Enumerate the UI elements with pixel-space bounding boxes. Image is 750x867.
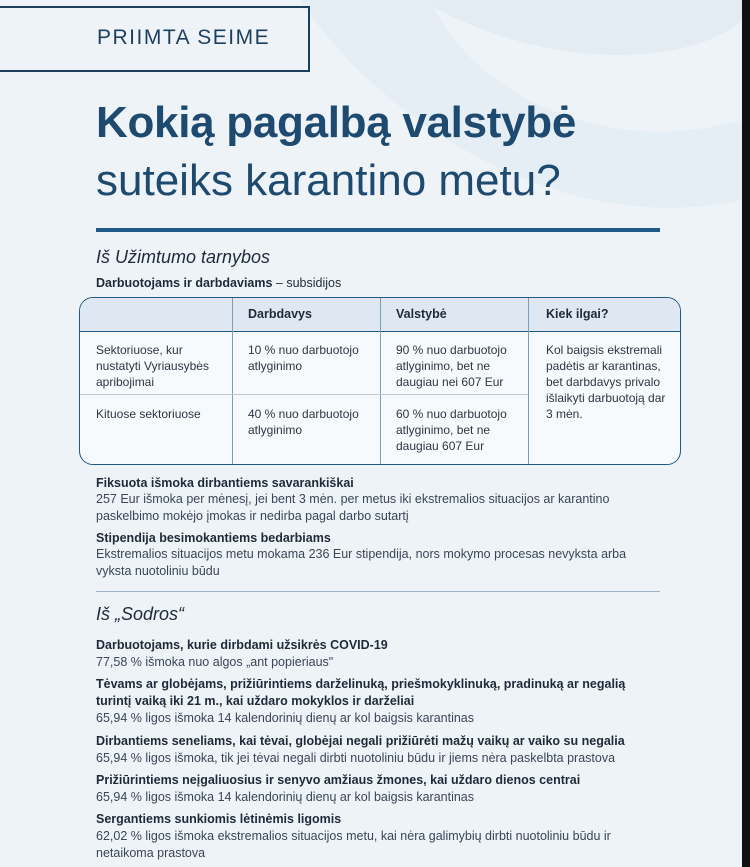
block-text: 257 Eur išmoka per mėnesį, jei bent 3 mėn. per metus iki ekstremalios situacijos ar karantino paskelbimo mokėjo įmokas ir nedirba pagal darbo sutartį [96, 492, 610, 523]
section-heading-employment: Iš Užimtumo tarnybos [96, 247, 271, 267]
page-title-line1: Kokią pagalbą valstybė [96, 98, 577, 147]
status-tag: PRIIMTA SEIME [97, 26, 271, 49]
block-heading: Fiksuota išmoka dirbantiems savarankiškai [96, 476, 354, 490]
block-text: 65,94 % ligos išmoka 14 kalendorinių dienų ar kol baigsis karantinas [96, 711, 474, 725]
subtitle-rest: – subsidijos [272, 276, 342, 290]
page-title-line2: suteiks karantino metu? [96, 156, 561, 205]
table-row-divider [80, 394, 528, 395]
table-cell: Sektoriuose, kur nustatyti Vyriausybės apribojimai [96, 343, 209, 389]
table-cell: Kituose sektoriuose [96, 407, 201, 421]
block-text: 65,94 % ligos išmoka, tik jei tėvai negali dirbti nuotoliniu būdu ir jiems nėra paskelbta prastova [96, 751, 616, 765]
right-edge-bar [742, 0, 750, 867]
block-heading: Prižiūrintiems neįgaliuosius ir senyvo amžiaus žmones, kai uždaro dienos centrai [96, 773, 581, 787]
block-heading: Darbuotojams, kurie dirbdami užsikrės COVID-19 [96, 638, 388, 652]
block-text: 65,94 % ligos išmoka 14 kalendorinių dienų ar kol baigsis karantinas [96, 790, 474, 804]
block-text: Ekstremalios situacijos metu mokama 236 Eur stipendija, nors mokymo procesas nevyksta arba vyksta nuotoliniu būdu [96, 547, 627, 578]
header-state: Valstybė [396, 307, 447, 321]
table-col-divider [232, 298, 233, 464]
block-heading: Dirbantiems seneliams, kai tėvai, globėjai negali prižiūrėti mažų vaikų ar vaiko su negalia [96, 734, 625, 748]
section-heading-sodra: Iš „Sodros“ [96, 604, 185, 624]
header-employer: Darbdavys [248, 307, 312, 321]
table-cell: 10 % nuo darbuotojo atlyginimo [248, 343, 359, 373]
title-underline [96, 228, 660, 232]
table-col-divider [528, 298, 529, 464]
block-text: 77,58 % išmoka nuo algos „ant popieriaus" [96, 655, 334, 669]
table-cell-duration: Kol baigsis ekstremali padėtis ar karantinas, bet darbdavys privalo išlaikyti darbuotoją dar 3 mėn. [546, 343, 666, 421]
subsidy-table [79, 297, 681, 465]
section-divider [96, 591, 660, 592]
table-cell: 40 % nuo darbuotojo atlyginimo [248, 407, 359, 437]
block-text: 62,02 % ligos išmoka ekstremalios situacijos metu, kai nėra galimybių dirbti nuotoliniu būdu ir netaikoma prastova [96, 829, 611, 860]
block-heading: Tėvams ar globėjams, prižiūrintiems darželinuką, priešmokyklinuką, pradinuką ar negalią turintį vaiką iki 21 m., kai uždaro mokyklos ir darželiai [96, 677, 626, 708]
subsidy-subtitle [96, 276, 341, 290]
table-col-divider [380, 298, 381, 464]
table-cell: 90 % nuo darbuotojo atlyginimo, bet ne daugiau nei 607 Eur [396, 343, 507, 389]
block-heading: Stipendija besimokantiems bedarbiams [96, 531, 331, 545]
header-duration: Kiek ilgai? [546, 307, 609, 321]
table-cell: 60 % nuo darbuotojo atlyginimo, bet ne daugiau 607 Eur [396, 407, 507, 453]
subtitle-bold: Darbuotojams ir darbdaviams [96, 276, 273, 290]
block-heading: Sergantiems sunkiomis lėtinėmis ligomis [96, 812, 342, 826]
